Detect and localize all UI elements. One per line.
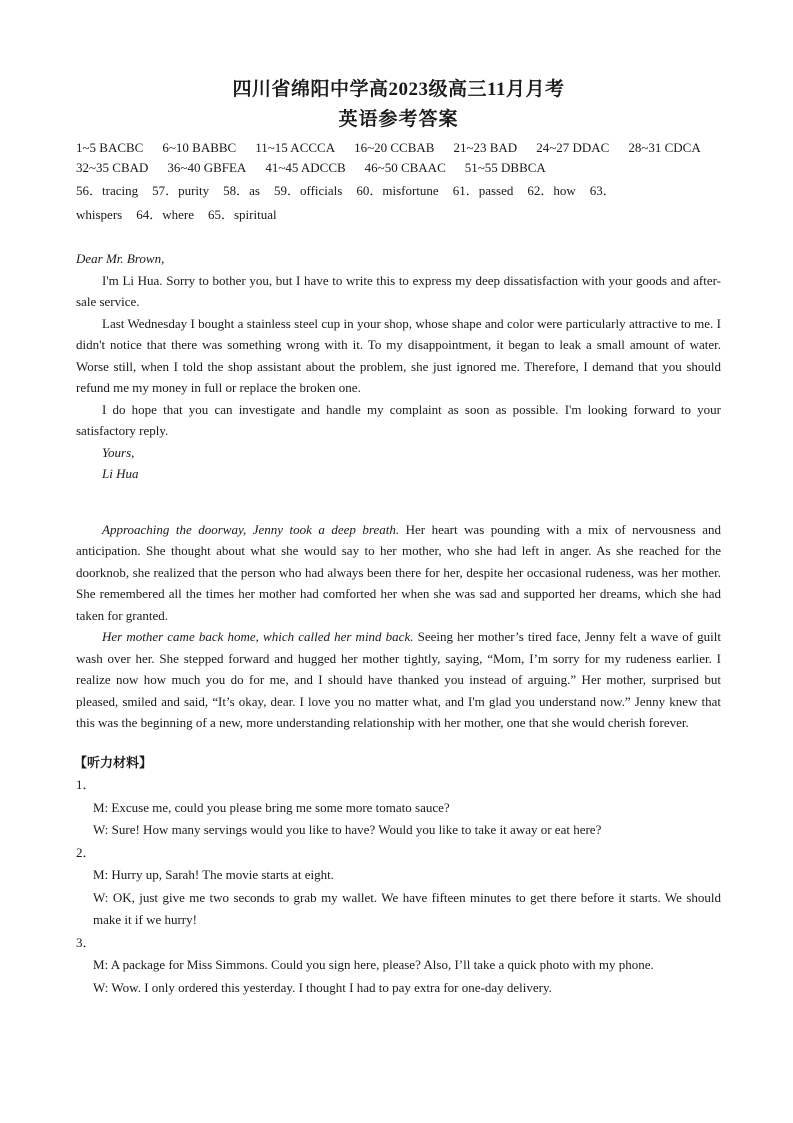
answer-sheet-page — [76, 76, 721, 999]
letter-paragraph: I do hope that you can investigate and handle my complaint as soon as possible. I'm looking forward to your satisfactory reply. — [76, 401, 721, 438]
answer-group: 6~10 BABBC — [162, 140, 237, 155]
story-body: Her heart was pounding with a mix of nervousness and anticipation. She thought about what she would say to her mother, who she had left in anger. As she reached for the doorknob, she realized that the person who had always been there for her, despite her occasional rudeness, was her mother. She remembered all the times her mother had comforted her when she was sad and supported her dreams, which she had taken for granted. — [76, 521, 721, 623]
sample-letter — [76, 248, 721, 485]
letter-closing: Yours, — [102, 444, 135, 460]
fill-answer: whispers — [76, 207, 123, 222]
fill-answer: 60．misfortune — [356, 183, 439, 198]
fill-answer: 59．officials — [274, 183, 343, 198]
fill-answer: 56．tracing — [76, 183, 139, 198]
story-paragraph — [76, 626, 721, 734]
answer-group: 46~50 CBAAC — [364, 160, 446, 175]
letter-paragraph: Last Wednesday I bought a stainless steel cup in your shop, whose shape and color were particularly attractive to me. I didn't notice that there was something wrong with it. To my disappointment, it began to leak a small amount of water. Worse still, when I told the shop assistant about the problem, she just ignored me. Therefore, I demand that you should refund me my money in full or replace the broken one. — [76, 315, 721, 395]
answer-key-row-2 — [76, 158, 721, 178]
answer-group: 1~5 BACBC — [76, 140, 144, 155]
dialogue-line: M: Excuse me, could you please bring me some more tomato sauce? — [93, 799, 450, 815]
story-paragraph — [76, 519, 721, 627]
answer-key-row-1 — [76, 138, 721, 158]
question-number: 1． — [76, 777, 96, 792]
question-number: 2． — [76, 844, 96, 860]
letter-salutation: Dear Mr. Brown, — [76, 251, 165, 266]
answer-group: 51~55 DBBCA — [464, 160, 546, 175]
answer-group: 24~27 DDAC — [536, 140, 610, 155]
fill-answer: 58．as — [223, 183, 260, 198]
question-number: 3． — [76, 934, 96, 950]
continuation-writing — [76, 519, 721, 734]
answer-group: 21~23 BAD — [453, 140, 518, 155]
answer-group: 32~35 CBAD — [76, 160, 149, 175]
fill-answer: 64．where — [136, 207, 194, 222]
story-body: Seeing her mother’s tired face, Jenny felt a wave of guilt wash over her. She stepped forward and hugged her mother tightly, saying, “Mom, I’m sorry for my rudeness earlier. I realize now how much you do for me, and I should have thanked you instead of arguing.” Her mother, surprised but pleased, smiled and said, “It’s okay, dear. I love you no matter what, and I'm glad you understand now.” Jenny knew that this was the beginning of a new, more understanding relationship with her mother, one that she would cherish forever. — [76, 629, 722, 730]
listening-transcript — [76, 752, 721, 1000]
fill-in-answers-row-1 — [76, 180, 721, 202]
answer-group: 41~45 ADCCB — [265, 160, 346, 175]
page-title: 四川省绵阳中学高2023级高三11月月考 — [232, 79, 565, 100]
dialogue-line: W: OK, just give me two seconds to grab my wallet. We have fifteen minutes to get there before it starts. We should make it if we hurry! — [93, 889, 721, 927]
story-lead-sentence: Approaching the doorway, Jenny took a deep breath. — [102, 521, 400, 537]
answer-group: 36~40 GBFEA — [167, 160, 247, 175]
fill-answer: 57．purity — [152, 183, 210, 198]
fill-answer: 65．spiritual — [207, 207, 277, 222]
story-lead-sentence: Her mother came back home, which called her mind back. — [102, 629, 414, 644]
dialogue-line: W: Sure! How many servings would you like to have? Would you like to take it away or eat here? — [93, 822, 602, 837]
letter-paragraph: I'm Li Hua. Sorry to bother you, but I have to write this to express my deep dissatisfaction with your goods and after-sale service. — [76, 272, 721, 309]
fill-answer: 61．passed — [452, 183, 514, 198]
dialogue-line: M: A package for Miss Simmons. Could you sign here, please? Also, I’ll take a quick photo with my phone. — [93, 957, 654, 972]
answer-group: 11~15 ACCCA — [255, 140, 336, 155]
fill-answer: 62．how — [527, 183, 576, 198]
section-title: 【听力材料】 — [74, 754, 153, 770]
letter-signature: Li Hua — [102, 466, 139, 481]
page-subtitle: 英语参考答案 — [338, 109, 459, 130]
fill-answer: 63． — [589, 183, 616, 198]
answer-group: 28~31 CDCA — [628, 140, 701, 155]
answer-group: 16~20 CCBAB — [354, 140, 435, 155]
fill-in-answers-row-2 — [76, 204, 721, 226]
dialogue-line: W: Wow. I only ordered this yesterday. I thought I had to pay extra for one-day delivery. — [93, 979, 552, 995]
dialogue-line: M: Hurry up, Sarah! The movie starts at eight. — [93, 867, 334, 882]
